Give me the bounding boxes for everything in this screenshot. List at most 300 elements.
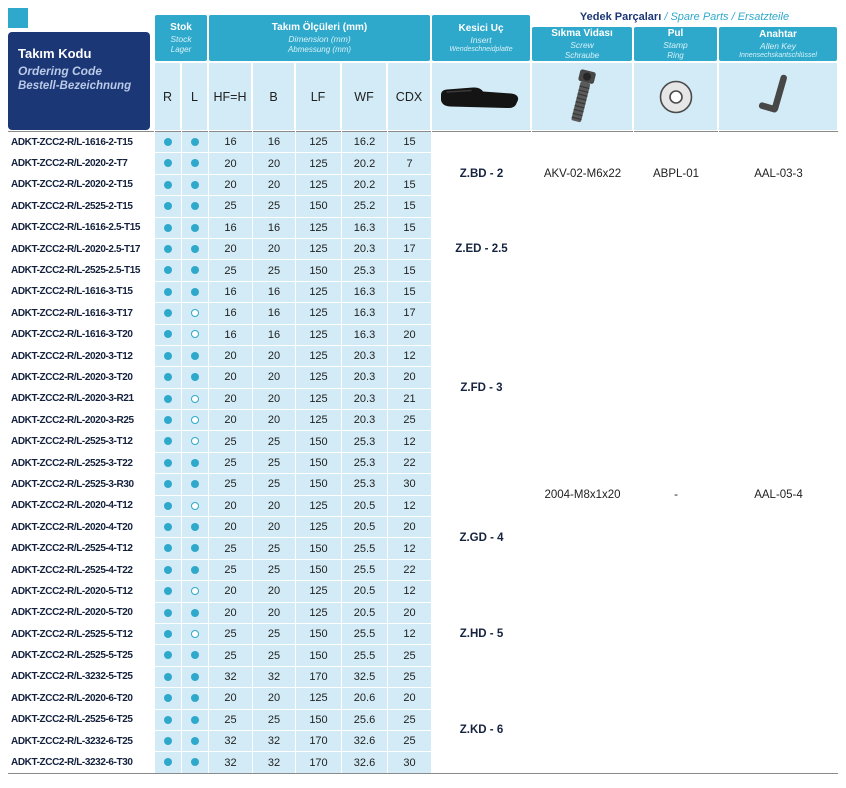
tool-code: ADKT-ZCC2-R/L-2525-4-T22	[9, 559, 155, 580]
dim-value-hf-h: 20	[209, 581, 253, 602]
banner-english: Spare Parts	[670, 11, 729, 23]
dim-value-wf: 25.3	[342, 474, 388, 495]
dim-value-b: 25	[253, 431, 296, 452]
stock-cell-l	[182, 474, 209, 495]
washer-label-de: Ring	[667, 51, 684, 60]
stock-dot-filled	[164, 202, 172, 210]
stock-dot-hollow	[191, 437, 199, 445]
tool-code: ADKT-ZCC2-R/L-1616-2.5-T15	[9, 217, 155, 238]
dim-value-hf-h: 20	[209, 388, 253, 409]
screw-label-en: Screw	[570, 40, 594, 50]
dim-value-b: 25	[253, 709, 296, 730]
washer-label-en: Stamp	[663, 40, 688, 50]
dim-value-wf: 32.5	[342, 666, 388, 687]
stock-cell-l	[182, 196, 209, 217]
washer-icon	[657, 78, 695, 116]
washer-header-box	[633, 26, 718, 62]
stock-dot-filled	[191, 245, 199, 253]
stock-dot-filled	[191, 737, 199, 745]
allen-key-label-en: Allen Key	[760, 41, 796, 51]
dim-value-lf: 150	[296, 623, 342, 644]
dim-value-wf: 25.5	[342, 645, 388, 666]
stock-dot-filled	[164, 716, 172, 724]
stock-cell-r	[155, 367, 182, 388]
tool-code: ADKT-ZCC2-R/L-2020-2-T15	[9, 174, 155, 195]
banner-german: Ersatzteile	[737, 11, 790, 23]
stock-cell-l	[182, 281, 209, 302]
insert-code: Z.HD - 5	[432, 581, 532, 688]
col-header-wf: WF	[341, 62, 387, 131]
grooving-insert-icon	[437, 82, 525, 112]
stock-cell-l	[182, 410, 209, 431]
table-bottom-border	[8, 773, 838, 774]
insert-code: Z.BD - 2	[432, 132, 532, 218]
stock-dot-filled	[191, 373, 199, 381]
stock-dot-filled	[191, 159, 199, 167]
dim-value-cdx: 12	[388, 345, 432, 366]
dim-value-lf: 150	[296, 431, 342, 452]
dim-value-lf: 170	[296, 666, 342, 687]
stock-dot-filled	[164, 288, 172, 296]
dim-value-cdx: 30	[388, 752, 432, 773]
dim-value-wf: 20.3	[342, 388, 388, 409]
dim-value-b: 20	[253, 367, 296, 388]
tool-code: ADKT-ZCC2-R/L-3232-6-T30	[9, 752, 155, 773]
ordering-code-header	[8, 8, 154, 131]
tool-code: ADKT-ZCC2-R/L-2020-2-T7	[9, 153, 155, 174]
stock-dot-filled	[164, 480, 172, 488]
dim-value-wf: 20.3	[342, 410, 388, 431]
stock-dot-filled	[191, 480, 199, 488]
dim-value-b: 25	[253, 538, 296, 559]
stock-dot-filled	[164, 523, 172, 531]
stock-cell-l	[182, 260, 209, 281]
stock-cell-r	[155, 730, 182, 751]
stock-cell-l	[182, 666, 209, 687]
dim-value-wf: 25.3	[342, 452, 388, 473]
tool-code: ADKT-ZCC2-R/L-1616-2-T15	[9, 132, 155, 153]
stock-dot-filled	[164, 395, 172, 403]
dim-value-wf: 20.5	[342, 495, 388, 516]
dim-value-hf-h: 25	[209, 260, 253, 281]
dim-value-wf: 20.5	[342, 602, 388, 623]
col-header-lf: LF	[295, 62, 341, 131]
stock-dot-filled	[191, 609, 199, 617]
dim-value-hf-h: 25	[209, 559, 253, 580]
dim-value-lf: 125	[296, 345, 342, 366]
banner-separator: /	[728, 11, 738, 23]
dim-value-hf-h: 20	[209, 153, 253, 174]
stock-cell-r	[155, 752, 182, 773]
tool-code: ADKT-ZCC2-R/L-2525-4-T12	[9, 538, 155, 559]
stock-dot-filled	[164, 352, 172, 360]
dimensions-label-tr: Takım Ölçüleri (mm)	[271, 22, 368, 33]
dim-value-lf: 125	[296, 410, 342, 431]
screw-code: 2004-M8x1x20	[532, 217, 634, 773]
ordering-code-box	[8, 32, 150, 130]
tool-code: ADKT-ZCC2-R/L-2525-2.5-T15	[9, 260, 155, 281]
dim-value-wf: 20.5	[342, 517, 388, 538]
dim-value-hf-h: 25	[209, 474, 253, 495]
allen-key-header-box	[718, 26, 838, 62]
dim-value-cdx: 15	[388, 260, 432, 281]
dim-value-cdx: 15	[388, 281, 432, 302]
dim-value-b: 16	[253, 132, 296, 153]
dim-value-hf-h: 25	[209, 709, 253, 730]
dim-value-b: 25	[253, 196, 296, 217]
stock-cell-l	[182, 153, 209, 174]
dim-value-b: 25	[253, 559, 296, 580]
corner-accent-square	[8, 8, 28, 28]
dim-value-lf: 150	[296, 709, 342, 730]
stock-dot-filled	[164, 138, 172, 146]
stock-dot-filled	[164, 544, 172, 552]
dim-value-b: 25	[253, 474, 296, 495]
dim-value-lf: 125	[296, 303, 342, 324]
dim-value-cdx: 12	[388, 581, 432, 602]
insert-code: Z.ED - 2.5	[432, 217, 532, 281]
dim-value-lf: 125	[296, 217, 342, 238]
dim-value-hf-h: 20	[209, 367, 253, 388]
stock-cell-l	[182, 324, 209, 345]
stock-cell-r	[155, 153, 182, 174]
dim-value-b: 20	[253, 410, 296, 431]
dim-value-cdx: 25	[388, 645, 432, 666]
stock-dot-filled	[191, 716, 199, 724]
dim-value-b: 20	[253, 517, 296, 538]
stock-dot-filled	[191, 138, 199, 146]
title-turkish: Takım Kodu	[18, 46, 92, 61]
dim-value-wf: 25.3	[342, 431, 388, 452]
stock-dot-filled	[191, 566, 199, 574]
dim-value-cdx: 12	[388, 623, 432, 644]
catalog-row	[9, 217, 839, 238]
dim-value-cdx: 21	[388, 388, 432, 409]
col-header-hf-h: HF=H	[208, 62, 252, 131]
allen-key-image-cell	[718, 62, 838, 131]
insert-image-cell	[431, 62, 531, 131]
stock-dot-filled	[164, 416, 172, 424]
spare-parts-banner	[531, 8, 838, 26]
dim-value-b: 20	[253, 388, 296, 409]
stock-dot-filled	[191, 202, 199, 210]
stock-cell-l	[182, 303, 209, 324]
stock-dot-filled	[164, 758, 172, 766]
insert-label-de: Wendeschneidplatte	[449, 46, 513, 53]
stock-cell-l	[182, 538, 209, 559]
stock-dot-filled	[191, 544, 199, 552]
stock-cell-r	[155, 709, 182, 730]
clamp-screw-icon	[564, 68, 600, 126]
stock-dot-filled	[191, 459, 199, 467]
tool-code: ADKT-ZCC2-R/L-2020-3-R25	[9, 410, 155, 431]
dim-value-hf-h: 16	[209, 132, 253, 153]
allen-key-label-de: Innensechskantschlüssel	[739, 52, 817, 59]
allen-key-code: AAL-03-3	[719, 132, 839, 218]
dim-value-hf-h: 20	[209, 517, 253, 538]
stock-cell-r	[155, 132, 182, 153]
stock-header-box	[154, 14, 208, 62]
dim-value-cdx: 25	[388, 666, 432, 687]
stock-dot-filled	[164, 673, 172, 681]
dim-value-hf-h: 16	[209, 324, 253, 345]
dim-value-wf: 16.3	[342, 303, 388, 324]
insert-header-box	[431, 14, 531, 62]
dim-value-hf-h: 16	[209, 281, 253, 302]
stock-dot-filled	[164, 566, 172, 574]
stock-dot-hollow	[191, 630, 199, 638]
dim-value-hf-h: 32	[209, 730, 253, 751]
dim-value-cdx: 25	[388, 410, 432, 431]
dim-value-wf: 25.3	[342, 260, 388, 281]
stock-cell-r	[155, 517, 182, 538]
dim-value-cdx: 22	[388, 452, 432, 473]
tool-code: ADKT-ZCC2-R/L-2020-4-T20	[9, 517, 155, 538]
dim-value-lf: 125	[296, 238, 342, 259]
dim-value-hf-h: 32	[209, 666, 253, 687]
col-header-cdx: CDX	[387, 62, 431, 131]
stock-cell-r	[155, 495, 182, 516]
stock-cell-l	[182, 752, 209, 773]
dim-value-lf: 150	[296, 452, 342, 473]
stock-dot-filled	[164, 694, 172, 702]
dim-value-hf-h: 25	[209, 538, 253, 559]
stock-cell-r	[155, 431, 182, 452]
dim-value-wf: 25.6	[342, 709, 388, 730]
stock-cell-l	[182, 174, 209, 195]
dim-value-wf: 20.2	[342, 174, 388, 195]
dim-value-lf: 125	[296, 495, 342, 516]
tool-code: ADKT-ZCC2-R/L-3232-5-T25	[9, 666, 155, 687]
dim-value-b: 20	[253, 688, 296, 709]
screw-code: AKV-02-M6x22	[532, 132, 634, 218]
dim-value-b: 16	[253, 324, 296, 345]
washer-code: -	[634, 217, 719, 773]
screw-label-de: Schraube	[564, 51, 600, 60]
stock-dot-filled	[164, 587, 172, 595]
dim-value-hf-h: 20	[209, 238, 253, 259]
dim-value-b: 20	[253, 345, 296, 366]
dim-value-b: 32	[253, 730, 296, 751]
dim-value-lf: 150	[296, 645, 342, 666]
col-header-r: R	[154, 62, 181, 131]
dim-value-lf: 125	[296, 132, 342, 153]
stock-cell-r	[155, 666, 182, 687]
stock-dot-filled	[191, 523, 199, 531]
stock-dot-filled	[164, 502, 172, 510]
dim-value-wf: 32.6	[342, 730, 388, 751]
dim-value-wf: 25.5	[342, 559, 388, 580]
tool-code: ADKT-ZCC2-R/L-2525-5-T25	[9, 645, 155, 666]
allen-key-code: AAL-05-4	[719, 217, 839, 773]
stock-dot-hollow	[191, 309, 199, 317]
dim-value-wf: 20.3	[342, 345, 388, 366]
allen-key-label-tr: Anahtar	[759, 29, 797, 40]
dim-value-hf-h: 20	[209, 495, 253, 516]
dim-value-wf: 32.6	[342, 752, 388, 773]
dim-value-lf: 125	[296, 602, 342, 623]
stock-dot-filled	[164, 224, 172, 232]
dim-value-b: 20	[253, 602, 296, 623]
dim-value-b: 20	[253, 238, 296, 259]
stock-cell-r	[155, 452, 182, 473]
dim-value-hf-h: 16	[209, 303, 253, 324]
tool-code: ADKT-ZCC2-R/L-2525-5-T12	[9, 623, 155, 644]
dim-value-lf: 170	[296, 730, 342, 751]
stock-dot-filled	[191, 651, 199, 659]
stock-cell-r	[155, 623, 182, 644]
stock-cell-r	[155, 238, 182, 259]
stock-cell-l	[182, 217, 209, 238]
stock-dot-filled	[164, 181, 172, 189]
stock-cell-r	[155, 645, 182, 666]
stock-cell-r	[155, 602, 182, 623]
dim-value-lf: 125	[296, 324, 342, 345]
tool-code: ADKT-ZCC2-R/L-2020-4-T12	[9, 495, 155, 516]
insert-label-tr: Kesici Uç	[458, 23, 504, 34]
stock-dot-filled	[191, 181, 199, 189]
stock-dot-filled	[164, 309, 172, 317]
stock-cell-r	[155, 303, 182, 324]
tool-code: ADKT-ZCC2-R/L-2020-5-T20	[9, 602, 155, 623]
dim-value-b: 25	[253, 645, 296, 666]
stock-cell-l	[182, 709, 209, 730]
screw-image-cell	[531, 62, 633, 131]
stock-dot-filled	[164, 459, 172, 467]
allen-key-icon	[755, 71, 801, 123]
dim-value-wf: 16.2	[342, 132, 388, 153]
dim-value-cdx: 15	[388, 132, 432, 153]
dim-value-cdx: 15	[388, 174, 432, 195]
dim-value-lf: 150	[296, 196, 342, 217]
stock-cell-r	[155, 474, 182, 495]
dim-value-hf-h: 20	[209, 602, 253, 623]
dim-value-wf: 16.3	[342, 281, 388, 302]
dim-value-wf: 16.3	[342, 217, 388, 238]
dim-value-lf: 125	[296, 153, 342, 174]
washer-label-tr: Pul	[667, 28, 684, 39]
tool-code: ADKT-ZCC2-R/L-3232-6-T25	[9, 730, 155, 751]
dim-value-hf-h: 20	[209, 174, 253, 195]
stock-cell-r	[155, 581, 182, 602]
dim-value-cdx: 22	[388, 559, 432, 580]
dim-value-wf: 20.6	[342, 688, 388, 709]
dim-value-cdx: 12	[388, 495, 432, 516]
insert-code: Z.FD - 3	[432, 281, 532, 495]
dim-value-b: 20	[253, 495, 296, 516]
col-header-l: L	[181, 62, 208, 131]
stock-dot-hollow	[191, 502, 199, 510]
stock-cell-r	[155, 345, 182, 366]
tool-code: ADKT-ZCC2-R/L-2020-5-T12	[9, 581, 155, 602]
tool-code: ADKT-ZCC2-R/L-2525-2-T15	[9, 196, 155, 217]
stock-cell-l	[182, 517, 209, 538]
dim-value-cdx: 20	[388, 688, 432, 709]
stock-cell-r	[155, 281, 182, 302]
washer-image-cell	[633, 62, 718, 131]
tool-code: ADKT-ZCC2-R/L-1616-3-T17	[9, 303, 155, 324]
stock-cell-r	[155, 388, 182, 409]
stock-dot-filled	[164, 737, 172, 745]
dim-value-wf: 25.2	[342, 196, 388, 217]
dim-value-hf-h: 32	[209, 752, 253, 773]
dim-value-wf: 20.3	[342, 238, 388, 259]
tool-code: ADKT-ZCC2-R/L-2525-3-R30	[9, 474, 155, 495]
stock-dot-filled	[191, 758, 199, 766]
dim-value-b: 32	[253, 666, 296, 687]
stock-label-tr: Stok	[170, 22, 192, 33]
dim-value-cdx: 25	[388, 730, 432, 751]
catalog-table	[8, 131, 839, 774]
dim-value-b: 20	[253, 581, 296, 602]
tool-code: ADKT-ZCC2-R/L-2525-3-T22	[9, 452, 155, 473]
stock-dot-filled	[164, 437, 172, 445]
stock-cell-r	[155, 196, 182, 217]
dim-value-lf: 125	[296, 281, 342, 302]
stock-cell-l	[182, 581, 209, 602]
insert-label-en: Insert	[470, 35, 492, 45]
stock-dot-filled	[191, 224, 199, 232]
dimensions-header-box	[208, 14, 431, 62]
stock-dot-filled	[164, 651, 172, 659]
dim-value-lf: 150	[296, 474, 342, 495]
dim-value-lf: 125	[296, 388, 342, 409]
dim-value-cdx: 20	[388, 367, 432, 388]
stock-cell-r	[155, 217, 182, 238]
dim-value-lf: 170	[296, 752, 342, 773]
stock-cell-l	[182, 559, 209, 580]
stock-cell-l	[182, 431, 209, 452]
col-header-b: B	[252, 62, 295, 131]
dim-value-b: 32	[253, 752, 296, 773]
stock-cell-l	[182, 645, 209, 666]
stock-cell-l	[182, 345, 209, 366]
dim-value-lf: 125	[296, 517, 342, 538]
dim-value-lf: 150	[296, 538, 342, 559]
stock-dot-filled	[191, 288, 199, 296]
dim-value-lf: 150	[296, 559, 342, 580]
stock-dot-filled	[191, 266, 199, 274]
washer-code: ABPL-01	[634, 132, 719, 218]
stock-dot-hollow	[191, 416, 199, 424]
catalog-row	[9, 132, 839, 153]
dim-value-b: 20	[253, 153, 296, 174]
dim-value-wf: 20.2	[342, 153, 388, 174]
stock-cell-r	[155, 688, 182, 709]
stock-cell-l	[182, 623, 209, 644]
stock-dot-hollow	[191, 587, 199, 595]
stock-cell-l	[182, 452, 209, 473]
dim-value-hf-h: 25	[209, 645, 253, 666]
tool-code: ADKT-ZCC2-R/L-2525-6-T25	[9, 709, 155, 730]
dim-value-wf: 16.3	[342, 324, 388, 345]
stock-cell-l	[182, 367, 209, 388]
dim-value-hf-h: 25	[209, 431, 253, 452]
screw-label-tr: Sıkma Vidası	[551, 28, 613, 39]
table-header	[8, 8, 838, 131]
dim-value-hf-h: 25	[209, 623, 253, 644]
dim-value-b: 16	[253, 281, 296, 302]
stock-label-de: Lager	[170, 45, 192, 54]
dim-value-cdx: 20	[388, 517, 432, 538]
stock-cell-r	[155, 260, 182, 281]
dim-value-lf: 150	[296, 260, 342, 281]
tool-code: ADKT-ZCC2-R/L-2020-3-R21	[9, 388, 155, 409]
dim-value-cdx: 20	[388, 602, 432, 623]
dim-value-hf-h: 25	[209, 196, 253, 217]
dim-value-wf: 20.3	[342, 367, 388, 388]
stock-dot-filled	[191, 673, 199, 681]
